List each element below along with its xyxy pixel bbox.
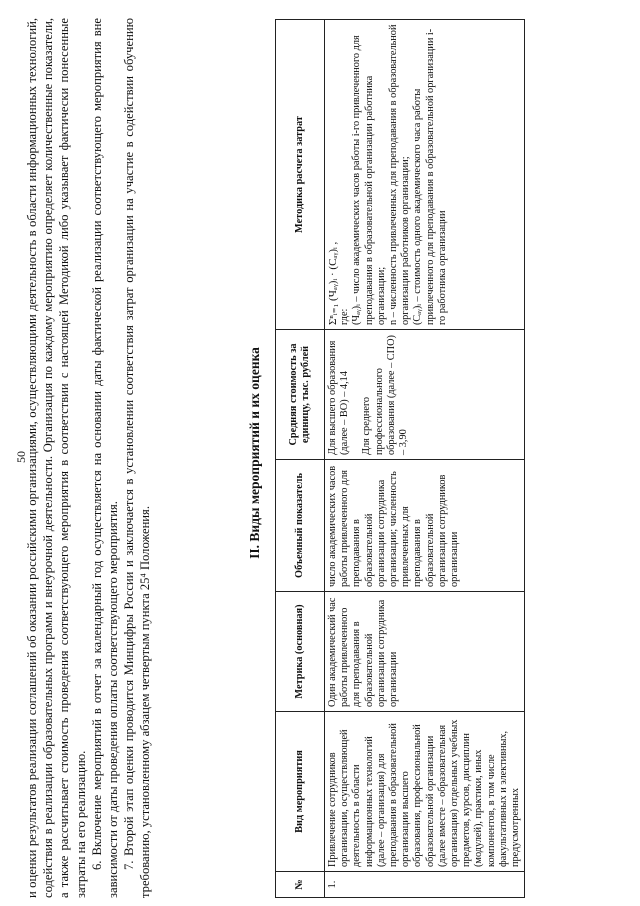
formula-definition: (Cₐᵧ)ᵢ – стоимость одного академического часа работы привлеченного для преподавания в образовательной организации i-го работника организации <box>412 28 448 325</box>
cost-cell <box>325 330 525 460</box>
cost-higher-education: Для высшего образования (далее – ВО) – 4,14 <box>327 340 351 455</box>
paragraph: и оценки результатов реализации соглашений об оказании российскими организациями, осуществляющими деятельность в области информационных технологий, содействия в реализации образовательных программ и внеурочной деятельности. Организация по каждому мероприятию определяет количественные показатели, а также рассчитывает стоимость проведения соответствующего мероприятия в соответствии с настоящей Методикой либо указывает фактически понесенные затраты на его реализацию. <box>25 18 88 898</box>
formula-definition: (Чₐᵧ)ᵢ – число академических часов работы i-го привлеченного для преподавания в образовательной организации работника организации; <box>351 35 387 325</box>
formula-definition: n – численность привлеченных для преподавания в образовательной организации работников организации; <box>388 24 412 325</box>
metric-cell: Один академический час работы привлеченного для преподавания в образовательной организации сотрудника организации <box>325 592 525 712</box>
formula-where: где: <box>339 308 351 325</box>
column-header-activity: Вид мероприятия <box>276 712 325 872</box>
method-cell <box>325 20 525 330</box>
column-header-cost: Средняя стоимость за единицу, тыс. рублей <box>276 330 325 460</box>
measures-table <box>275 19 525 898</box>
activity-cell: Привлечение сотрудников организации, осуществляющей деятельность в области информационных технологий (далее – организация) для преподавания в образовательной организации высшего образования, профессиональной образовательной организации (далее вместе – образовательная организация) отдельных учебных предметов, курсов, дисциплин (модулей), практики, иных компонентов, в том числе факультативных и элективных, предусмотренных <box>325 712 525 872</box>
cost-vocational-education: Для среднего профессионального образования (далее – СПО) – 3,90 <box>361 335 410 455</box>
volume-cell: число академических часов работы привлеченного для преподавания в образовательной организации сотрудника организации; численность привлеченных для преподавания в образовательной организации сотрудников организации <box>325 460 525 592</box>
column-header-metric: Метрика (основная) <box>276 592 325 712</box>
table-row <box>325 20 525 898</box>
body-text <box>24 18 154 898</box>
section-title: II. Виды мероприятий и их оценка <box>247 347 262 559</box>
column-header-number: № <box>276 872 325 898</box>
row-number: 1. <box>325 872 525 898</box>
table-header-row <box>276 20 325 898</box>
paragraph: 6. Включение мероприятий в отчет за календарный год осуществляется на основании даты фактической реализации соответствующего мероприятия вне зависимости от даты проведения оплаты соответствующего мероприятия. <box>89 18 121 898</box>
page-number: 50 <box>14 451 28 463</box>
paragraph: 7. Второй этап оценки проводится Минцифры России и заключается в установлении соответствия затрат организации на участие в содействии обучению требованию, установленному абзацем четвертым пункта 25⁴ Положения. <box>122 18 153 898</box>
column-header-method: Методика расчета затрат <box>276 20 325 330</box>
column-header-volume: Объемный показатель <box>276 460 325 592</box>
cost-formula: Σⁿᵢ₌₁ (Чₐᵧ)ᵢ · (Cₐᵧ)ᵢ , <box>327 241 339 325</box>
